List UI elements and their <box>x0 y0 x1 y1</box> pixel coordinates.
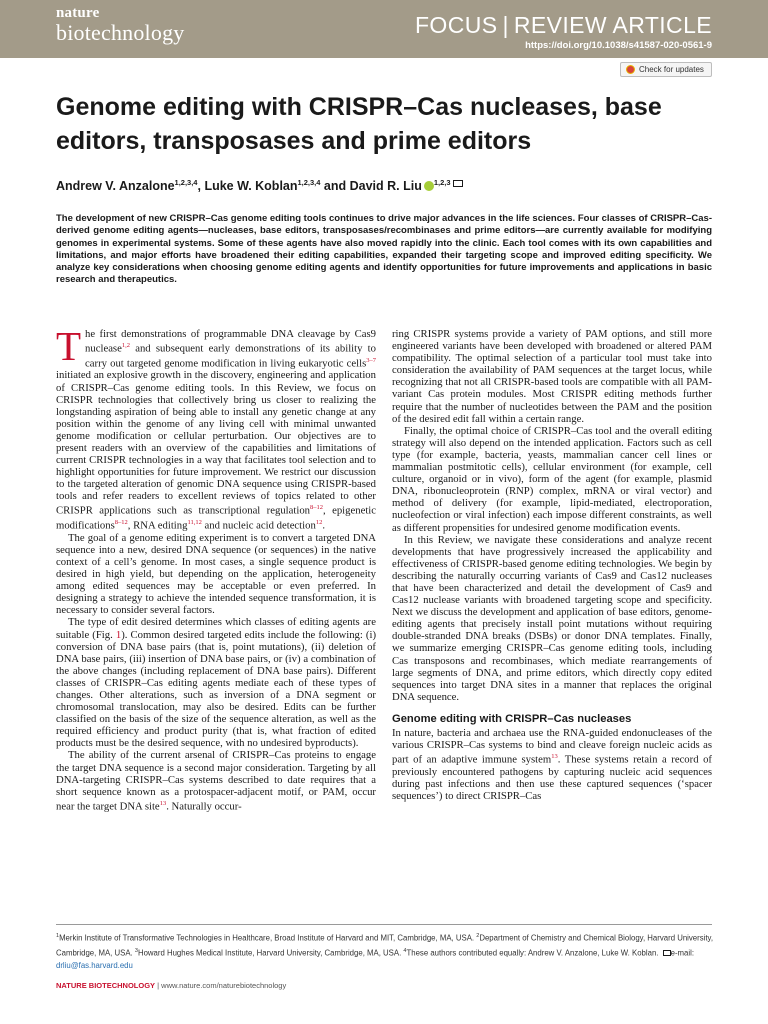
text-run: ). Common desired targeted edits include the following: (i) conversion of DNA base pairs (that is, point mutations), (ii) deletion of DNA base pairs, (iii) insertion of DNA base pairs, or (iv) a combination of the above changes (including replacement of DNA base pairs). Different classes of CRISPR–Cas editing agents mediate each of these types of changes. Other alterations, such as inversion of a DNA segment or chromosomal translocation, may also be desired. Edits can be further classified on the basis of the size of the sequence alteration, as well as the required efficiency and product purity (that is, what fraction of edited products must be the desired sequence, with no undesired byproducts). <box>56 628 377 750</box>
email-link[interactable]: drliu@fas.harvard.edu <box>56 961 133 971</box>
text-run: , RNA editing <box>127 519 188 532</box>
text-run: . Naturally occur- <box>166 800 242 813</box>
paragraph-application: Finally, the optimal choice of CRISPR–Cas tool and the overall editing strategy will also depend on the intended application. Factors such as cell type (for example, bacteria, yeasts, mammalian cancer cell lines or mammalian postmitotic cells), cellular environment (for example, cell culture, organoid or in vivo), form of the agent (for example, plasmid DNA, ribonucleoprotein (RNP) complex, mRNA or viral vector) and method of delivery (for example, lipid-mediated, electroporation, nucleofection or viral infection) each impose different constraints, as well as different propensities for undesired genome modification events. <box>392 424 712 534</box>
author-list: Andrew V. Anzalone$^{1,2,3,4}$, Luke W. Koblan$^{1,2,3,4}$ and David R. Liu $^{1,2,3}$ <box>56 178 463 193</box>
citation[interactable]: 1,2 <box>121 342 130 350</box>
separator: | <box>502 12 509 38</box>
paragraph-pam: ring CRISPR systems provide a variety of PAM options, and still more engineered variants have been developed with broadened or altered PAM compatibility. The optimal selection of a particular tool must take into consideration the availability of PAM sequences at the target locus, while recognizing that not all CRISPR-based tools are compatible with all PAM-variant Cas protein modules. Most CRISPR editing methods further require that the number of nucleotides between the PAM and the position of the desired edit fall within a certain range. <box>392 328 712 425</box>
citation[interactable]: 12 <box>315 519 323 527</box>
author-1-affil: 1,2,3,4 <box>174 178 198 187</box>
journal-name-line1: nature <box>56 5 100 21</box>
author-1[interactable]: Andrew V. Anzalone <box>56 179 175 194</box>
article-title: Genome editing with CRISPR–Cas nucleases, base editors, transposases and prime editors <box>56 93 662 155</box>
section-heading: Genome editing with CRISPR–Cas nucleases <box>392 712 632 725</box>
citation[interactable]: 11,12 <box>187 519 202 527</box>
text-run: In nature, bacteria and archaea use the RNA-guided endonucleases of the various CRISPR–Cas systems to bind and cleave foreign nucleic acids as part of an adaptive immune system <box>392 727 712 766</box>
text-run: and nucleic acid detection <box>201 519 316 532</box>
figure-link[interactable]: 1 <box>115 628 122 641</box>
citation[interactable]: 13 <box>551 753 558 761</box>
text-run: and subsequent early demonstrations of its ability to carry out targeted genome modification in living eukaryotic cells <box>85 342 376 370</box>
body-column-right <box>392 328 712 802</box>
journal-logo <box>56 6 184 44</box>
email-icon <box>663 950 671 956</box>
footnote-divider <box>56 924 712 925</box>
footer-journal: NATURE BIOTECHNOLOGY <box>56 981 156 990</box>
orcid-icon[interactable] <box>424 181 434 191</box>
text-run: initiated an explosive growth in the discovery, engineering and application of CRISPR–Cas genome editing tools. In this Review, we focus on CRISPR technologies that collectively bring us closer to realizing the longstanding aspiration of being able to install any genetic change at any position within the genome of any living cell with minimal unwanted genome modification or cellular perturbation. Our objectives are to present readers with an overview of the capabilities and limitations of current CRISPR technologies in a way that facilitates tool selection and to highlight opportunities for future improvement. We restrict our discussion to the targeted alteration of genomic DNA sequence using CRISPR-based tools and refer readers to excellent reviews of topics related to other CRISPR applications such as transcriptional regulation <box>56 369 376 517</box>
author-2-affil: 1,2,3,4 <box>297 178 321 187</box>
email-icon[interactable] <box>453 180 463 187</box>
affil-text: Howard Hughes Medical Institute, Harvard University, Cambridge, MA, USA. <box>137 948 404 958</box>
paragraph-targeting <box>56 749 376 812</box>
author-3-affil: 1,2,3 <box>433 178 451 187</box>
text-run: The ability of the current arsenal of CRISPR–Cas proteins to engage the target DNA sequence is a second major consideration. Targeting by all DNA-targeting CRISPR–Cas systems described to date requires that a short sequence known as a protospacer-adjacent motif, or PAM, occur near the target DNA site <box>56 749 376 813</box>
check-updates-button[interactable] <box>620 62 712 77</box>
author-2[interactable]: Luke W. Koblan <box>204 179 298 194</box>
paragraph-edit-type <box>56 616 376 749</box>
abstract: The development of new CRISPR–Cas genome editing tools continues to drive major advances in the life sciences. Four classes of CRISPR–Cas-derived genome editing agents—nucleases, base editors, transposases/recombinases and prime editors—are currently available for modifying genomes in experimental systems. Some of these agents have also moved rapidly into the clinic. Each tool comes with its own capabilities and limitations, and major efforts have broadened their editing capabilities, expanded their targeting scope and improved editing specificity. We analyze key considerations when choosing genome editing agents and identify opportunities for future improvements and applications in basic research and therapeutics. <box>56 213 712 286</box>
text-run: , epigenetic modifications <box>56 505 376 532</box>
page-footer <box>56 981 286 990</box>
affil-marker: 1 <box>56 933 60 939</box>
article-type: REVIEW ARTICLE <box>513 12 712 38</box>
author-3[interactable]: and David R. Liu <box>323 179 422 194</box>
doi-link[interactable]: https://doi.org/10.1038/s41587-020-0561-9 <box>525 40 712 51</box>
footer-separator: | <box>155 981 162 990</box>
footer-url[interactable]: www.nature.com/naturebiotechnology <box>161 981 287 990</box>
drop-cap: T <box>56 323 82 369</box>
paragraph-review-overview: In this Review, we navigate these considerations and analyze recent developments that have progressively increased the applicability and effectiveness of CRISPR-based genome editing technologies. We begin by describing the naturally occurring variants of Cas9 and Cas12 nucleases that have been characterized and detail the development of Cas9 and Cas12 nuclease variants with broadened targeting scope and specificity. Next we discuss the development and application of base editors, genome-editing agents that precisely install point mutations without requiring double-stranded DNA breaks (DSBs) or donor DNA templates. Finally, we summarize emerging CRISPR–Cas genome editing tools, including Cas transposons and recombinases, which mediate rearrangements of large segments of DNA, and prime editors, which directly copy edited sequences into target DNA sites in a manner that replaces the original DNA sequence. <box>392 533 712 703</box>
paragraph-goal: The goal of a genome editing experiment is to convert a targeted DNA sequence into a new, desired DNA sequence (or sequences) in the native context of a cell’s genome. In most cases, a single sequence product is desired in high yield, but depending on the application, heterogeneity among edited sequences may be acceptable or even preferred. In designing a strategy to achieve the intended sequence transformation, it is necessary to consider several factors. <box>56 531 376 617</box>
affil-marker: 3 <box>134 948 138 955</box>
journal-name-line2: biotechnology <box>56 20 185 45</box>
affil-text: Merkin Institute of Transformative Technologies in Healthcare, Broad Institute of Harvard and MIT, Cambridge, MA, USA. <box>59 933 477 943</box>
text-run: . <box>322 519 325 532</box>
paragraph-intro <box>56 323 376 532</box>
text-run: The type of edit desired determines which classes of editing agents are suitable (Fig. <box>56 616 376 641</box>
body-column-left <box>56 323 377 813</box>
affil-marker: 2 <box>476 933 480 939</box>
affil-text: Department of Chemistry and Chemical Biology, Harvard University, Cambridge, MA, USA. <box>56 933 714 958</box>
citation[interactable]: 8–12 <box>114 519 128 527</box>
text-run: . These systems retain a record of previously encountered pathogens by capturing nucleic acid sequences during past infections and then use these captured sequences (‘spacer sequences’) to direct CRISPR–Cas <box>392 753 712 803</box>
paragraph-nucleases <box>392 727 712 802</box>
citation[interactable]: 8–12 <box>310 504 324 512</box>
check-updates-icon <box>626 65 635 74</box>
check-updates-label: Check for updates <box>639 65 704 74</box>
affil-text: These authors contributed equally: Andrew V. Anzalone, Luke W. Koblan. <box>406 948 661 958</box>
affiliations-footnote <box>56 930 716 973</box>
citation[interactable]: 3–7 <box>366 356 376 364</box>
citation[interactable]: 13 <box>159 799 167 807</box>
email-label: e-mail: <box>670 948 695 958</box>
text-run: he first demonstrations of programmable DNA cleavage by Cas9 nuclease <box>85 328 376 355</box>
affil-marker: 4 <box>403 948 407 955</box>
article-type-line <box>415 12 712 39</box>
focus-label: FOCUS <box>414 12 498 38</box>
